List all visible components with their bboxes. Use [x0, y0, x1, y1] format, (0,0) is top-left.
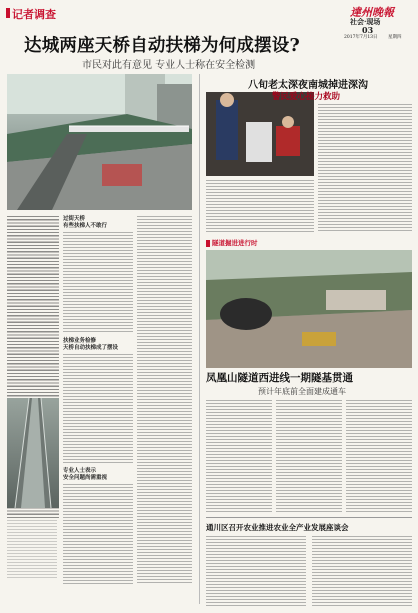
lead-col-1-text-c [63, 484, 133, 584]
lead-photo-bridge [7, 74, 192, 210]
lead-col-1-text-a [63, 232, 133, 334]
story3-headline: 凤凰山隧道西进线一期隧基贯通 [206, 372, 353, 384]
issue-weekday: 星期四 [388, 35, 402, 40]
lead-subhead-1: 过街天桥 有些扶梯人不敢行 [63, 216, 108, 229]
column-divider [199, 74, 200, 604]
lead-subhead-2: 扶梯业务检修 天桥自动扶梯成了摆设 [63, 338, 119, 351]
story2-headline: 八旬老太深夜南城掉进深沟 [248, 80, 368, 91]
lead-subhead: 市民对此有意见 专业人士称在安全检测 [82, 60, 256, 71]
rescue-illustration [206, 92, 314, 176]
lead-subhead-3: 专业人士表示 安全问题尚需重视 [63, 468, 108, 481]
lead-photo-escalator [7, 398, 59, 508]
section-tag: 记者调查 [12, 8, 56, 21]
strap-marker [206, 240, 210, 247]
issue-date: 2017年7月13日 [344, 35, 378, 40]
story4-rule [206, 517, 412, 518]
story3-col-1 [206, 400, 272, 512]
bridge-illustration [7, 74, 192, 210]
page-number: 03 [362, 25, 374, 35]
lead-col-2-text [137, 216, 192, 584]
story3-col-3 [346, 400, 412, 512]
story4-headline: 通川区召开农业推进农业全产业发展座谈会 [206, 523, 349, 532]
story2-text-under-photo [206, 180, 314, 232]
story3-photo-tunnel [206, 250, 412, 368]
story4-col-2 [312, 536, 412, 606]
story2-text-right [318, 104, 412, 232]
story2-subhead: 警民爱心接力救助 [272, 92, 341, 102]
story3-col-2 [276, 400, 342, 512]
story3-strap-text: 隧道掘进进行时 [212, 239, 258, 247]
section-name: 社会·现场 [350, 17, 381, 26]
story2-photo-rescue [206, 92, 314, 176]
editor-credits [7, 520, 57, 578]
paper-logo: 達州晚報 [350, 6, 394, 19]
lead-headline: 达城两座天桥自动扶梯为何成摆设? [24, 36, 300, 56]
section-tag-bar [6, 8, 10, 18]
tunnel-illustration [206, 250, 412, 368]
story3-subhead: 预计年底前全面建成通车 [258, 387, 346, 396]
lead-col-1-text-b [63, 354, 133, 464]
story4-col-1 [206, 536, 306, 606]
escalator-illustration [7, 398, 59, 508]
